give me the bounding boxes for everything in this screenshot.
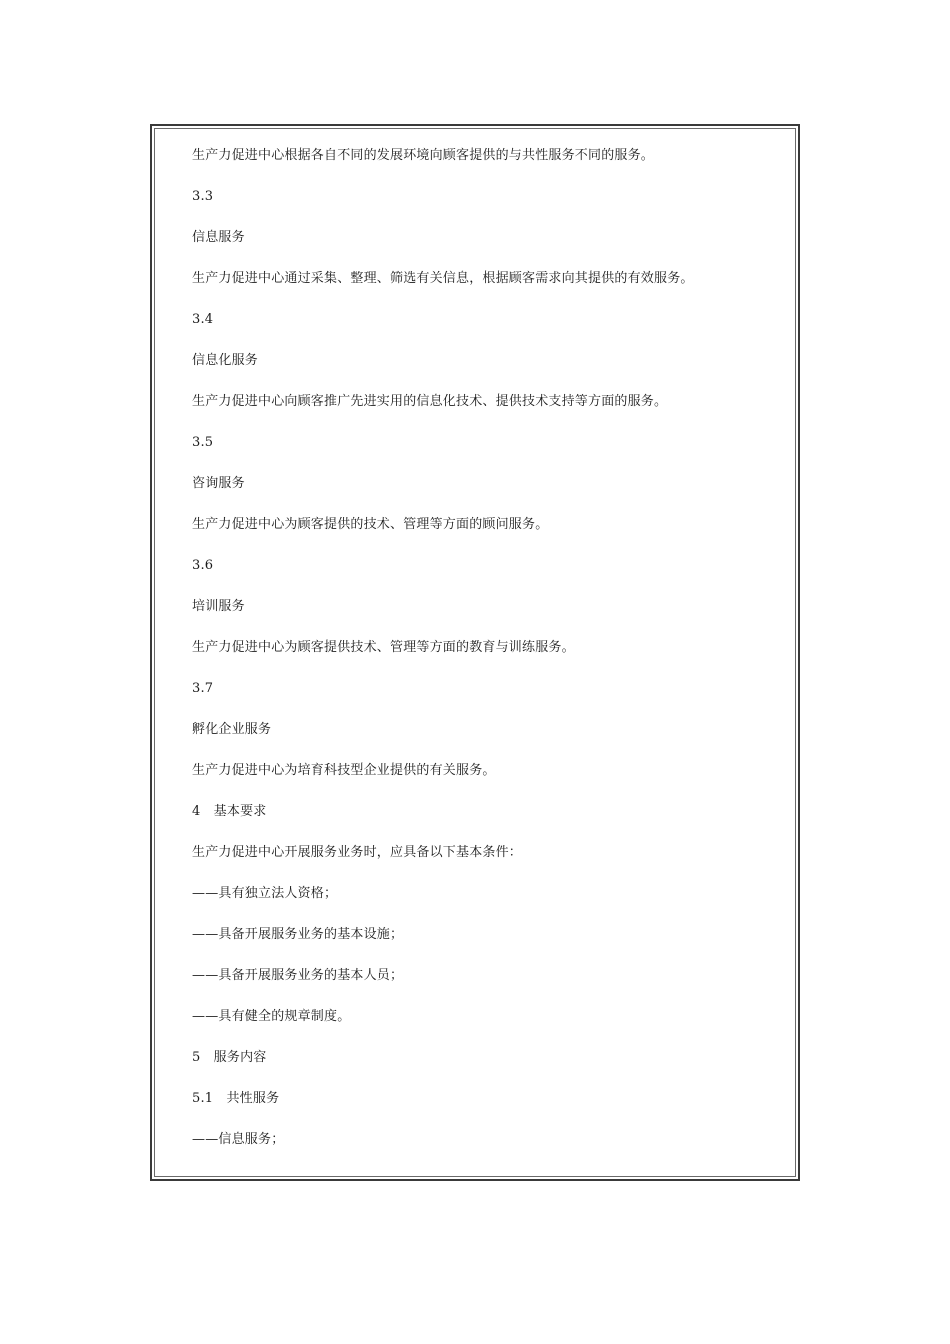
- section-heading: 5 服务内容: [192, 1050, 267, 1065]
- section-number: 3.3: [192, 189, 214, 204]
- section-number: 3.4: [192, 312, 214, 327]
- list-item: ——具备开展服务业务的基本人员；: [192, 968, 404, 983]
- section-heading: 4 基本要求: [192, 804, 267, 819]
- text-line: 生产力促进中心开展服务业务时，应具备以下基本条件：: [192, 845, 523, 860]
- list-item: ——具有独立法人资格；: [192, 886, 338, 901]
- list-item: ——信息服务；: [192, 1132, 285, 1147]
- subsection-heading: 5.1 共性服务: [192, 1091, 280, 1106]
- term-heading: 孵化企业服务: [192, 722, 272, 737]
- section-number: 3.5: [192, 435, 214, 450]
- text-line: 生产力促进中心为顾客提供的技术、管理等方面的顾问服务。: [192, 517, 549, 532]
- term-heading: 信息服务: [192, 230, 245, 245]
- section-number: 3.7: [192, 681, 214, 696]
- term-heading: 培训服务: [192, 599, 245, 614]
- term-heading: 咨询服务: [192, 476, 245, 491]
- text-line: 生产力促进中心为培育科技型企业提供的有关服务。: [192, 763, 496, 778]
- term-heading: 信息化服务: [192, 353, 259, 368]
- text-line: 生产力促进中心向顾客推广先进实用的信息化技术、提供技术支持等方面的服务。: [192, 394, 668, 409]
- text-line: 生产力促进中心为顾客提供技术、管理等方面的教育与训练服务。: [192, 640, 575, 655]
- text-line: 生产力促进中心根据各自不同的发展环境向顾客提供的与共性服务不同的服务。: [192, 148, 655, 163]
- section-number: 3.6: [192, 558, 214, 573]
- text-line: 生产力促进中心通过采集、整理、筛选有关信息，根据顾客需求向其提供的有效服务。: [192, 271, 694, 286]
- list-item: ——具有健全的规章制度。: [192, 1009, 351, 1024]
- list-item: ——具备开展服务业务的基本设施；: [192, 927, 404, 942]
